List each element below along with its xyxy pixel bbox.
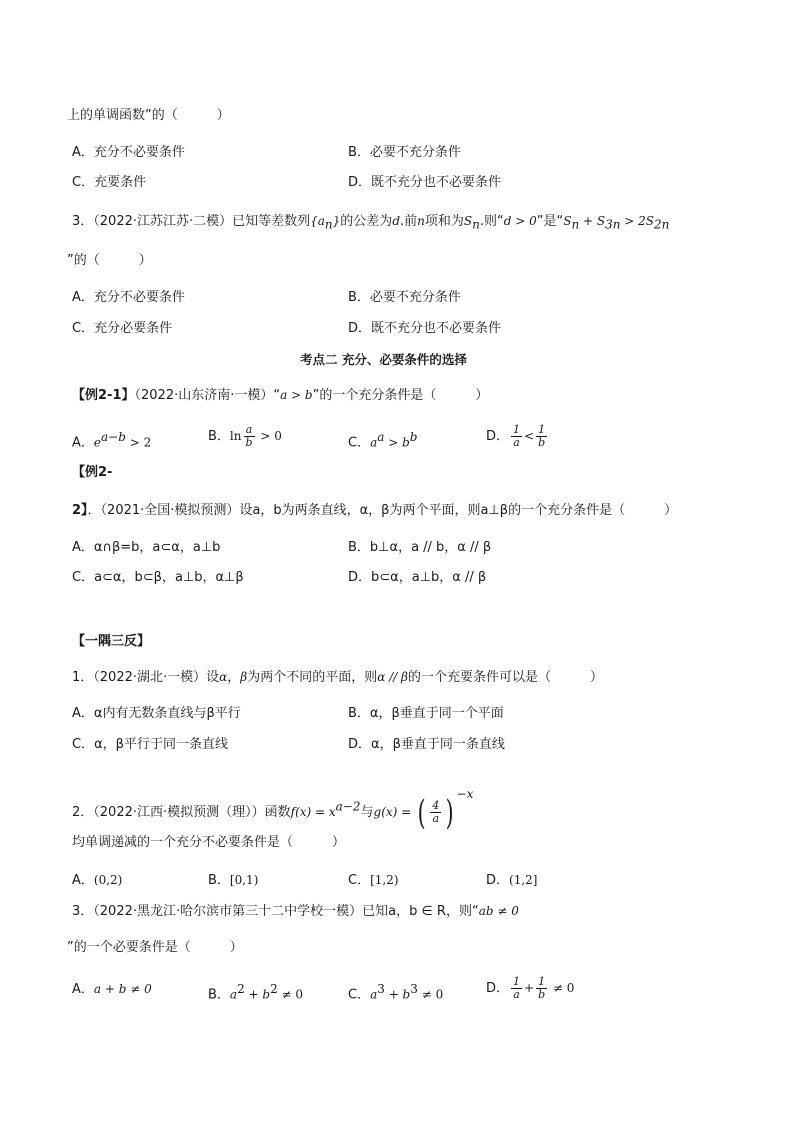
question-3-tail: ”的（ ）	[67, 253, 152, 268]
q3-option-d: D．既不充分也不必要条件	[348, 321, 502, 336]
p2-option-d: D．(1,2]	[486, 873, 538, 888]
p3-option-b: B．$a^2 + b^2 \ne 0$	[208, 982, 304, 1003]
option-b: B．必要不充分条件	[348, 145, 461, 160]
practice-3: 3．（2022·黑龙江·哈尔滨市第三十二中学校一模）已知a，b ∈ R，则“ab ≠ 0	[72, 904, 519, 919]
p3-option-c: C．$a^3 + b^3 \ne 0$	[348, 982, 444, 1003]
practice-heading: 【一隅三反】	[72, 634, 151, 649]
option-d: D．既不充分也不必要条件	[348, 175, 502, 190]
ex22-option-d: D．b⊂α，a⊥b，α // β	[348, 570, 487, 585]
practice-2: 2．（2022·江西·模拟预测（理））函数$f(x) = x^{a-2}$与g(x) = ( $\frac{4}{a}$ ) $^{-x}$	[72, 787, 474, 833]
ex21-option-b: B．ln $\frac{a}{b}$ > 0	[208, 423, 282, 449]
p2-option-c: C．[1,2)	[348, 873, 399, 888]
example-2-2-label: 【例2-	[72, 465, 113, 480]
q3-option-a: A．充分不必要条件	[72, 290, 185, 305]
section-heading: 考点二 充分、必要条件的选择	[300, 352, 467, 367]
p1-option-d: D．α，β垂直于同一条直线	[348, 737, 505, 752]
ex21-option-d: D． $\frac{1}{a}$ < $\frac{1}{b}$	[486, 423, 546, 449]
p3-option-d: D． $\frac{1}{a}$ + $\frac{1}{b}$ ≠ 0	[486, 975, 575, 1001]
option-a: A．充分不必要条件	[72, 145, 185, 160]
p1-option-b: B．α，β垂直于同一个平面	[348, 706, 504, 721]
ex22-option-b: B．b⊥α，a // b，α // β	[348, 540, 492, 555]
ex21-option-c: C．$a^a > b^b$	[348, 430, 418, 451]
practice-3-tail: ”的一个必要条件是（ ）	[67, 940, 243, 955]
q3-option-c: C．充分必要条件	[72, 321, 173, 336]
p2-option-a: A．(0,2)	[72, 873, 123, 888]
ex21-option-a: A．$e^{a-b} > 2$	[72, 430, 152, 451]
question-tail: 上的单调函数”的（ ）	[67, 108, 230, 123]
example-2-1: 【例2-1】（2022·山东济南·一模）“a > b”的一个充分条件是（ ）	[72, 388, 489, 403]
ex22-option-c: C．a⊂α，b⊂β，a⊥b，α⊥β	[72, 570, 244, 585]
question-3: 3．（2022·江苏江苏·二模）已知等差数列$\{a_n\}$的公差为d.前n项和为$S_n$.则“d > 0”是“$S_n + S_{3n} > 2S_{2n}$	[72, 214, 670, 232]
p1-option-a: A．α内有无数条直线与β平行	[72, 706, 241, 721]
p2-option-b: B．[0,1)	[208, 873, 259, 888]
example-2-2: 2】．（2021·全国·模拟预测）设a，b为两条直线，α，β为两个平面，则a⊥β的一个充分条件是（ ）	[72, 503, 678, 518]
practice-1: 1．（2022·湖北·一模）设α，β为两个不同的平面，则α // β的一个充要条件可以是（ ）	[72, 670, 603, 685]
option-c: C．充要条件	[72, 175, 147, 190]
p1-option-c: C．α，β平行于同一条直线	[72, 737, 228, 752]
practice-2-tail: 均单调递减的一个充分不必要条件是（ ）	[72, 835, 346, 850]
q3-option-b: B．必要不充分条件	[348, 290, 461, 305]
ex22-option-a: A．α∩β=b，a⊂α，a⊥b	[72, 540, 221, 555]
p3-option-a: A．a + b ≠ 0	[72, 982, 152, 997]
